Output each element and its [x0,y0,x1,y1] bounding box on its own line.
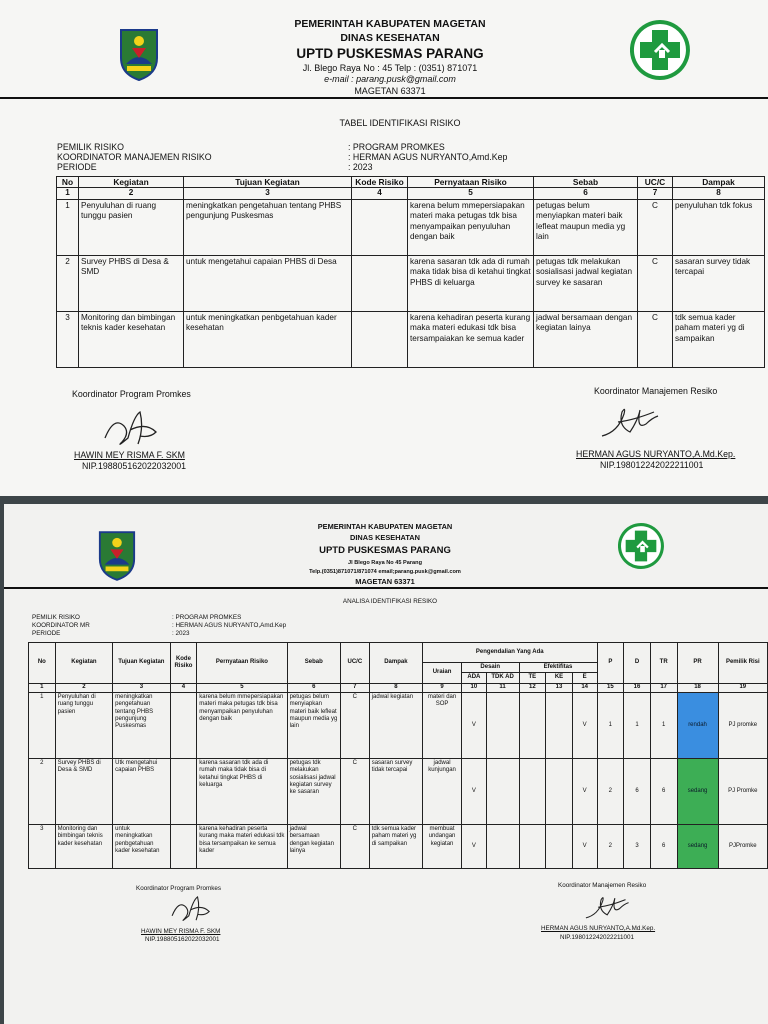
document-sheet-identifikasi [0,0,768,496]
cell-kode [170,692,197,758]
cell-p: 2 [597,758,624,824]
cell-no: 1 [57,199,79,255]
col-number: 6 [534,188,638,199]
cell-ucc: C [638,311,673,367]
magetan-emblem-icon [118,28,160,82]
cell-pernyataan: karena belum mmepersiapakan materi maka petugas tdk bisa menyampaikan penyuluhan dengan baik [408,199,534,255]
cell-tujuan: Utk mengetahui capaian PHBS [113,758,170,824]
col-header-uraian: Uraian [423,663,462,684]
doc-title: TABEL IDENTIFIKASI RISIKO [339,118,461,128]
col-header-pernyataan: Pernyataan Risiko [197,643,287,684]
cell-tr: 1 [650,692,677,758]
header-line-2: DINAS KESEHATAN [350,533,420,542]
table-row [57,255,765,311]
cell-ke [546,758,573,824]
sign-right-role: Koordinator Manajemen Resiko [558,882,647,889]
col-header-kode: Kode Risiko [352,177,408,188]
table-row [57,311,765,367]
cell-pemilik: PJ Promke [718,758,767,824]
signature-right-icon [598,402,664,444]
header-line-1: PEMERINTAH KABUPATEN MAGETAN [317,522,453,531]
col-header-te: TE [519,673,546,683]
table-row [57,199,765,255]
col-header-tr: TR [650,643,677,684]
col-header-no: No [57,177,79,188]
col-header-kegiatan: Kegiatan [55,643,112,684]
cell-pr: sedang [677,758,718,824]
signature-right-icon [582,892,634,924]
cell-pernyataan: karena sasaran tdk ada di rumah maka tidak bisa di ketahui tingkat PHBS di keluarga [408,255,534,311]
cell-kegiatan: Monitoring dan bimbingan teknis kader kesehatan [79,311,184,367]
meta-label-periode: PERIODE [32,630,61,638]
header-line-2: DINAS KESEHATAN [340,32,440,44]
cell-no: 2 [57,255,79,311]
cell-dampak: jadwal kegiatan [369,692,422,758]
cell-ucc: C [638,199,673,255]
cell-pernyataan: karena sasaran tdk ada di rumah maka tidak bisa di ketahui tingkat PHBS di keluarga [197,758,287,824]
col-header-p: P [597,643,624,684]
meta-value-koordinator: : HERMAN AGUS NURYANTO,Amd.Kep [348,152,508,162]
sign-right-nip: NIP.198012242022211001 [600,460,704,470]
cell-kode [170,758,197,824]
col-header-pr: PR [677,643,718,684]
cell-sebab: jadwal bersamaan dengan kegiatan lainya [287,824,340,868]
col-number: 1 [29,683,56,692]
col-number: 2 [55,683,112,692]
cell-pemilik: PJPromke [718,824,767,868]
signature-left-icon [168,894,214,926]
meta-label-koordinator: KOORDINATOR MANAJEMEN RISIKO [57,152,212,162]
cell-tujuan: untuk meningkatkan penbgetahuan kader kesehatan [184,311,352,367]
meta-value-periode: : 2023 [172,630,190,638]
header-address: Jl. Blego Raya No : 45 Telp : (0351) 871071 [302,63,478,73]
table-row [29,692,768,758]
col-number: 4 [352,188,408,199]
col-header-dampak: Dampak [673,177,765,188]
meta-label-pemilik: PEMILIK RISIKO [32,614,80,621]
cell-tujuan: untuk mengetahui capaian PHBS di Desa [184,255,352,311]
sign-left-name: HAWIN MEY RISMA F. SKM [74,450,185,460]
cell-d: 6 [624,758,651,824]
cell-dampak: tdk semua kader paham materi yg di sampaikan [673,311,765,367]
cell-no: 2 [29,758,56,824]
meta-label-pemilik: PEMILIK RISIKO [57,142,124,152]
cell-kode [352,199,408,255]
cell-e: V [572,692,597,758]
col-number: 8 [673,188,765,199]
col-header-desain: Desain [462,663,519,673]
col-header-ke: KE [546,673,573,683]
risk-analysis-table [28,642,768,869]
sign-left-role: Koordinator Program Promkes [72,389,191,399]
col-number: 3 [184,188,352,199]
cell-kegiatan: Survey PHBS di Desa & SMD [55,758,112,824]
col-header-no: No [29,643,56,684]
meta-value-pemilik: : PROGRAM PROMKES [172,614,242,621]
cell-pr: rendah [677,692,718,758]
col-number: 5 [408,188,534,199]
header-address: Jl Blego Raya No 45 Parang [348,560,422,566]
document-sheet-analisa [4,504,768,1024]
col-header-tujuan: Tujuan Kegiatan [184,177,352,188]
signature-left-icon [100,408,162,452]
cell-p: 2 [597,824,624,868]
cell-e: V [572,824,597,868]
cell-tujuan: untuk meningkatkan penbgetahuan kader kesehatan [113,824,170,868]
col-number: 10 [462,683,487,692]
cell-ada: V [462,692,487,758]
col-header-dampak: Dampak [369,643,422,684]
cell-kode [352,255,408,311]
sign-right-nip: NIP.198012242022211001 [560,934,635,941]
cell-sebab: petugas belum menyiapkan materi baik lefleat maupun media yg lain [287,692,340,758]
col-header-tdk-ada: TDK AD [486,673,519,683]
col-number: 4 [170,683,197,692]
cell-sebab: petugas tdk melakukan sosialisasi jadwal kegiatan survey ke sasaran [287,758,340,824]
col-header-pernyataan: Pernyataan Risiko [408,177,534,188]
col-number: 9 [423,683,462,692]
cell-kegiatan: Monitoring dan bimbingan teknis kader kesehatan [55,824,112,868]
sign-left-nip: NIP.198805162022032001 [145,936,220,943]
table-row [29,824,768,868]
cell-uraian: membuat undangan kegiatan [423,824,462,868]
cell-tdk-ada [486,824,519,868]
cell-pernyataan: karena kehadiran peserta kurang maka materi edukasi tdk bisa tersampaiakan ke semua kader [408,311,534,367]
col-number: 5 [197,683,287,692]
cell-no: 3 [57,311,79,367]
header-city: MAGETAN 63371 [355,577,415,586]
cell-kegiatan: Penyuluhan di ruang tunggu pasien [79,199,184,255]
col-number: 19 [718,683,767,692]
cell-pernyataan: karena kehadiran peserta kurang maka materi edukasi tdk bisa tersampaikan ke semua kader [197,824,287,868]
header-line-3: UPTD PUSKESMAS PARANG [296,46,484,61]
cell-ke [546,692,573,758]
col-number: 18 [677,683,718,692]
col-number: 13 [546,683,573,692]
cell-e: V [572,758,597,824]
col-number: 16 [624,683,651,692]
col-number: 2 [79,188,184,199]
cell-tujuan: meningkatkan pengetahuan tentang PHBS pengunjung Puskesmas [113,692,170,758]
cell-te [519,692,546,758]
cell-ucc: C [638,255,673,311]
puskesmas-logo-icon [618,523,664,569]
cell-pernyataan: karena belum mmepersiapakan materi maka petugas tdk bisa menyampaikan penyuluhan dengan baik [197,692,287,758]
doc-title: ANALISA IDENTIFIKASI RESIKO [342,598,438,605]
header-line-3: UPTD PUSKESMAS PARANG [319,545,451,556]
col-number: 17 [650,683,677,692]
cell-sebab: jadwal bersamaan dengan kegiatan lainya [534,311,638,367]
col-header-pengendalian: Pengendalian Yang Ada [423,643,597,663]
puskesmas-logo-icon [630,20,690,80]
header-contact: Telp.(0351)871071/871074 email;parang.pusk@gmail.com [309,569,461,575]
col-number: 11 [486,683,519,692]
cell-uraian: materi dan SOP [423,692,462,758]
cell-kode [352,311,408,367]
cell-ke [546,824,573,868]
cell-te [519,758,546,824]
col-header-tujuan: Tujuan Kegiatan [113,643,170,684]
cell-pemilik: PJ promke [718,692,767,758]
sign-left-name: HAWIN MEY RISMA F. SKM [141,928,221,935]
meta-value-pemilik: : PROGRAM PROMKES [348,142,445,152]
col-header-e: E [572,673,597,683]
cell-sebab: petugas tdk melakukan sosialisasi jadwal kegiatan survey ke sasaran [534,255,638,311]
col-number: 12 [519,683,546,692]
cell-tdk-ada [486,692,519,758]
cell-uraian: jadwal kunjungan [423,758,462,824]
col-number: 6 [287,683,340,692]
col-number: 7 [638,188,673,199]
meta-value-periode: : 2023 [348,162,373,172]
cell-d: 3 [624,824,651,868]
col-header-sebab: Sebab [534,177,638,188]
cell-ucc: C [340,692,369,758]
table-row [29,758,768,824]
col-header-d: D [624,643,651,684]
header-line-1: PEMERINTAH KABUPATEN MAGETAN [294,18,486,30]
cell-ucc: C [340,824,369,868]
cell-tr: 6 [650,758,677,824]
cell-dampak: sasaran survey tidak tercapai [673,255,765,311]
cell-kegiatan: Survey PHBS di Desa & SMD [79,255,184,311]
cell-d: 1 [624,692,651,758]
cell-dampak: tdk semua kader paham materi yg di sampaikan [369,824,422,868]
meta-label-koordinator: KOORDINATOR MR [32,622,90,630]
col-header-pemilik: Pemilik Risi [718,643,767,684]
cell-no: 3 [29,824,56,868]
sign-left-nip: NIP.198805162022032001 [82,461,187,471]
meta-label-periode: PERIODE [57,162,97,172]
cell-ucc: C [340,758,369,824]
cell-tujuan: meningkatkan pengetahuan tentang PHBS pengunjung Puskesmas [184,199,352,255]
sign-right-name: HERMAN AGUS NURYANTO,A.Md.Kep. [576,449,736,459]
header-divider [4,587,768,589]
col-header-ada: ADA [462,673,487,683]
cell-ada: V [462,758,487,824]
meta-value-koordinator: : HERMAN AGUS NURYANTO,Amd.Kep [172,622,287,630]
cell-tdk-ada [486,758,519,824]
col-header-ucc: UC/C [340,643,369,684]
col-number: 7 [340,683,369,692]
cell-kegiatan: Penyuluhan di ruang tunggu pasien [55,692,112,758]
cell-sebab: petugas belum menyiapkan materi baik lefleat maupun media yg lain [534,199,638,255]
cell-dampak: penyuluhan tdk fokus [673,199,765,255]
cell-kode [170,824,197,868]
cell-p: 1 [597,692,624,758]
sign-left-role: Koordinator Program Promkes [136,885,222,892]
col-header-kegiatan: Kegiatan [79,177,184,188]
cell-ada: V [462,824,487,868]
cell-te [519,824,546,868]
header-city: MAGETAN 63371 [354,86,426,96]
cell-dampak: sasaran survey tidak tercapai [369,758,422,824]
col-number: 14 [572,683,597,692]
col-header-kode: Kode Risiko [170,643,197,684]
sign-right-role: Koordinator Manajemen Resiko [594,386,718,396]
header-divider [0,97,768,99]
col-number: 3 [113,683,170,692]
cell-pr: sedang [677,824,718,868]
cell-no: 1 [29,692,56,758]
col-header-ucc: UC/C [638,177,673,188]
col-number: 15 [597,683,624,692]
magetan-emblem-icon [97,530,137,582]
cell-tr: 6 [650,824,677,868]
risk-identification-table [56,176,765,368]
col-header-efektifitas: Efektifitas [519,663,597,673]
header-email: e-mail : parang.pusk@gmail.com [324,74,456,84]
col-number: 1 [57,188,79,199]
sign-right-name: HERMAN AGUS NURYANTO,A.Md.Kep. [541,925,656,932]
col-number: 8 [369,683,422,692]
col-header-sebab: Sebab [287,643,340,684]
